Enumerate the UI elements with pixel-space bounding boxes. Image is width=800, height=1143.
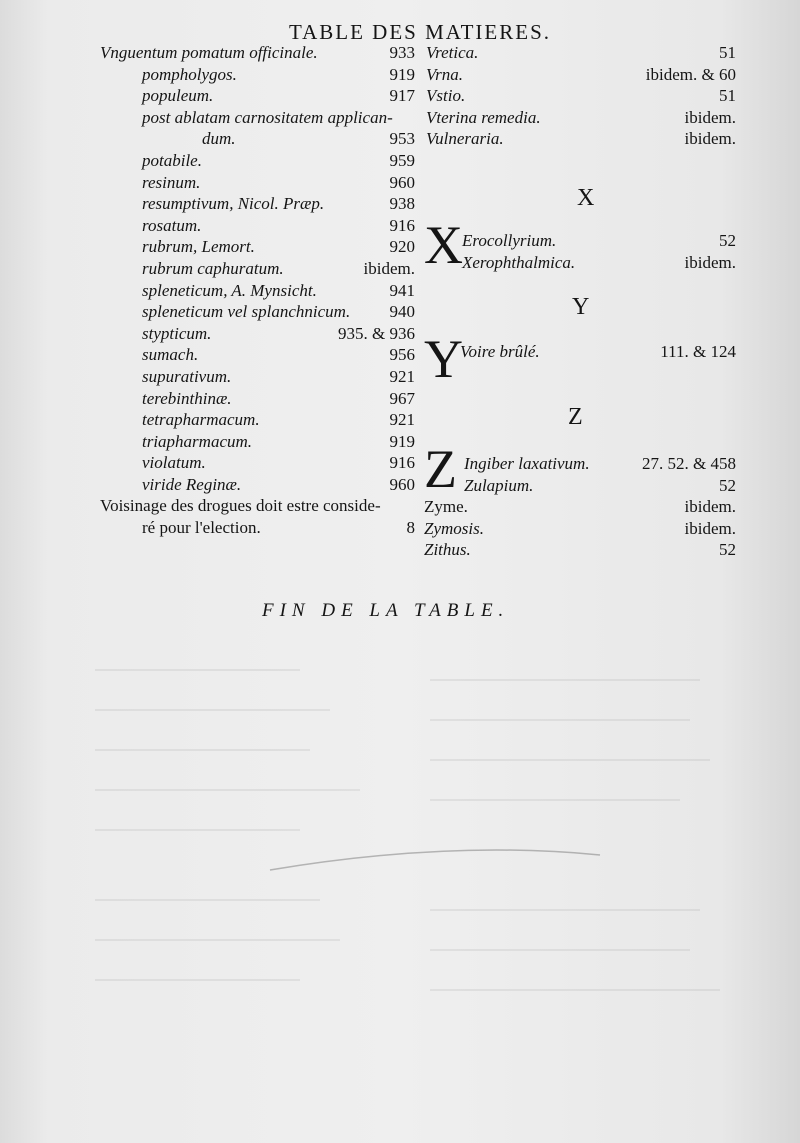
entry-page: ibidem.: [684, 107, 736, 127]
entry-page: 51: [719, 86, 736, 106]
index-entry: [100, 323, 415, 345]
index-entry: [100, 495, 415, 517]
index-entry: [100, 452, 415, 474]
index-entry: [100, 193, 415, 215]
entry-page: ibidem.: [684, 518, 736, 538]
index-entry: [424, 518, 736, 540]
index-entry: [100, 280, 415, 302]
index-entry: [100, 42, 415, 64]
index-entry: [100, 474, 415, 496]
index-entry: [424, 453, 736, 475]
entry-term: Zulapium.: [464, 475, 534, 495]
entry-term: ré pour l'election.: [142, 518, 261, 538]
entry-page: 920: [389, 237, 415, 257]
entry-term: spleneticum vel splanchnicum.: [142, 302, 351, 322]
section-y-drop-cap: Y: [424, 329, 463, 389]
entry-page: ibidem. & 60: [645, 64, 736, 84]
entry-term: Vnguentum pomatum officinale.: [100, 43, 318, 62]
index-entry: [100, 85, 415, 107]
entry-page: 967: [389, 388, 415, 408]
entry-page: 916: [389, 453, 415, 473]
index-entry: [100, 128, 415, 150]
entry-page: ibidem.: [684, 252, 736, 272]
entry-page: 916: [389, 215, 415, 235]
left-column: [100, 42, 415, 539]
entry-term: sumach.: [142, 345, 199, 365]
entry-page: 8: [406, 518, 415, 538]
entry-term: stypticum.: [142, 323, 212, 343]
entry-page: 940: [389, 302, 415, 322]
entry-page: 111. & 124: [660, 342, 736, 361]
right-column: [424, 42, 736, 150]
entry-term: viride Reginæ.: [142, 474, 242, 494]
entry-page: 52: [719, 231, 736, 250]
entry-term: violatum.: [142, 453, 206, 473]
entry-term: spleneticum, A. Mynsicht.: [142, 280, 317, 300]
entry-page: 935. & 936: [338, 323, 415, 343]
entry-term: Vretica.: [426, 43, 479, 62]
entry-page: 921: [389, 410, 415, 430]
entry-page: ibidem.: [363, 258, 415, 278]
entry-page: 960: [389, 474, 415, 494]
entry-term: Vterina remedia.: [426, 107, 541, 127]
entry-term: rosatum.: [142, 215, 202, 235]
section-z-drop-cap: Z: [424, 439, 457, 499]
index-entry: [424, 42, 736, 64]
index-entry: [424, 64, 736, 86]
entry-term: resinum.: [142, 172, 201, 192]
entry-term: rubrum, Lemort.: [142, 237, 255, 257]
entry-page: ibidem.: [684, 497, 736, 517]
bleed-through-texture: [0, 640, 800, 1140]
index-entry: [100, 431, 415, 453]
index-entry: [424, 128, 736, 150]
index-entry: [100, 344, 415, 366]
index-entry: [424, 85, 736, 107]
entry-page: 919: [389, 431, 415, 451]
entry-term: Vulneraria.: [426, 129, 504, 149]
entry-page: 52: [719, 540, 736, 560]
entry-term: potabile.: [142, 150, 202, 170]
section-z-heading: Z: [568, 404, 583, 430]
entry-term: populeum.: [142, 86, 214, 106]
entry-term: Voisinage des drogues doit estre conside-: [100, 496, 381, 516]
index-entry: [100, 215, 415, 237]
entry-page: 921: [389, 366, 415, 386]
section-z: [424, 453, 736, 561]
entry-page: 917: [389, 86, 415, 106]
index-entry: [100, 172, 415, 194]
index-entry: [100, 107, 415, 129]
entry-page: 919: [389, 64, 415, 84]
section-x: [462, 230, 736, 273]
entry-term: Vrna.: [426, 64, 463, 84]
index-entry: [100, 236, 415, 258]
index-entry: [462, 230, 736, 252]
index-entry: [424, 475, 736, 497]
entry-page: 959: [389, 150, 415, 170]
entry-term: Zithus.: [424, 540, 471, 560]
entry-term: supurativum.: [142, 366, 232, 386]
entry-term: rubrum caphuratum.: [142, 258, 284, 278]
index-entry: [100, 301, 415, 323]
index-entry: [424, 539, 736, 561]
entry-term: Erocollyrium.: [462, 231, 557, 250]
index-entry: [424, 107, 736, 129]
entry-term: post ablatam carnositatem applican-: [142, 107, 393, 127]
entry-term: Ingiber laxativum.: [464, 454, 590, 473]
entry-page: 51: [719, 43, 736, 62]
index-entry: [424, 496, 736, 518]
entry-page: 956: [389, 345, 415, 365]
entry-term: dum.: [202, 129, 236, 149]
section-y: [460, 341, 736, 363]
section-y-heading: Y: [572, 294, 590, 320]
section-x-heading: X: [577, 185, 595, 211]
end-of-table: FIN DE LA TABLE.: [262, 600, 510, 621]
index-entry: [100, 258, 415, 280]
index-entry: [100, 150, 415, 172]
entry-term: triapharmacum.: [142, 431, 253, 451]
entry-term: pompholygos.: [142, 64, 237, 84]
page-header: TABLE DES MATIERES.: [288, 20, 552, 44]
index-entry: [460, 341, 736, 363]
index-entry: [100, 366, 415, 388]
entry-term: Zyme.: [424, 497, 468, 517]
entry-term: tetrapharmacum.: [142, 410, 260, 430]
section-x-drop-cap: X: [424, 215, 463, 275]
index-entry: [100, 409, 415, 431]
entry-term: terebinthinæ.: [142, 388, 232, 408]
entry-page: 960: [389, 172, 415, 192]
entry-page: 938: [389, 194, 415, 214]
entry-term: Zymosis.: [424, 518, 484, 538]
entry-term: Voire brûlé.: [460, 342, 540, 361]
section-u: [424, 42, 736, 150]
entry-term: Xerophthalmica.: [462, 252, 576, 272]
entry-term: resumptivum, Nicol. Præp.: [142, 194, 325, 214]
entry-page: 953: [389, 129, 415, 149]
index-entry: [100, 388, 415, 410]
entry-page: ibidem.: [684, 129, 736, 149]
entry-page: 941: [389, 280, 415, 300]
index-entry: [462, 252, 736, 274]
index-entry: [100, 64, 415, 86]
index-entry: [100, 517, 415, 539]
entry-page: 933: [389, 43, 415, 62]
entry-page: 27. 52. & 458: [642, 454, 736, 473]
entry-term: Vstio.: [426, 86, 466, 106]
entry-page: 52: [719, 475, 736, 495]
